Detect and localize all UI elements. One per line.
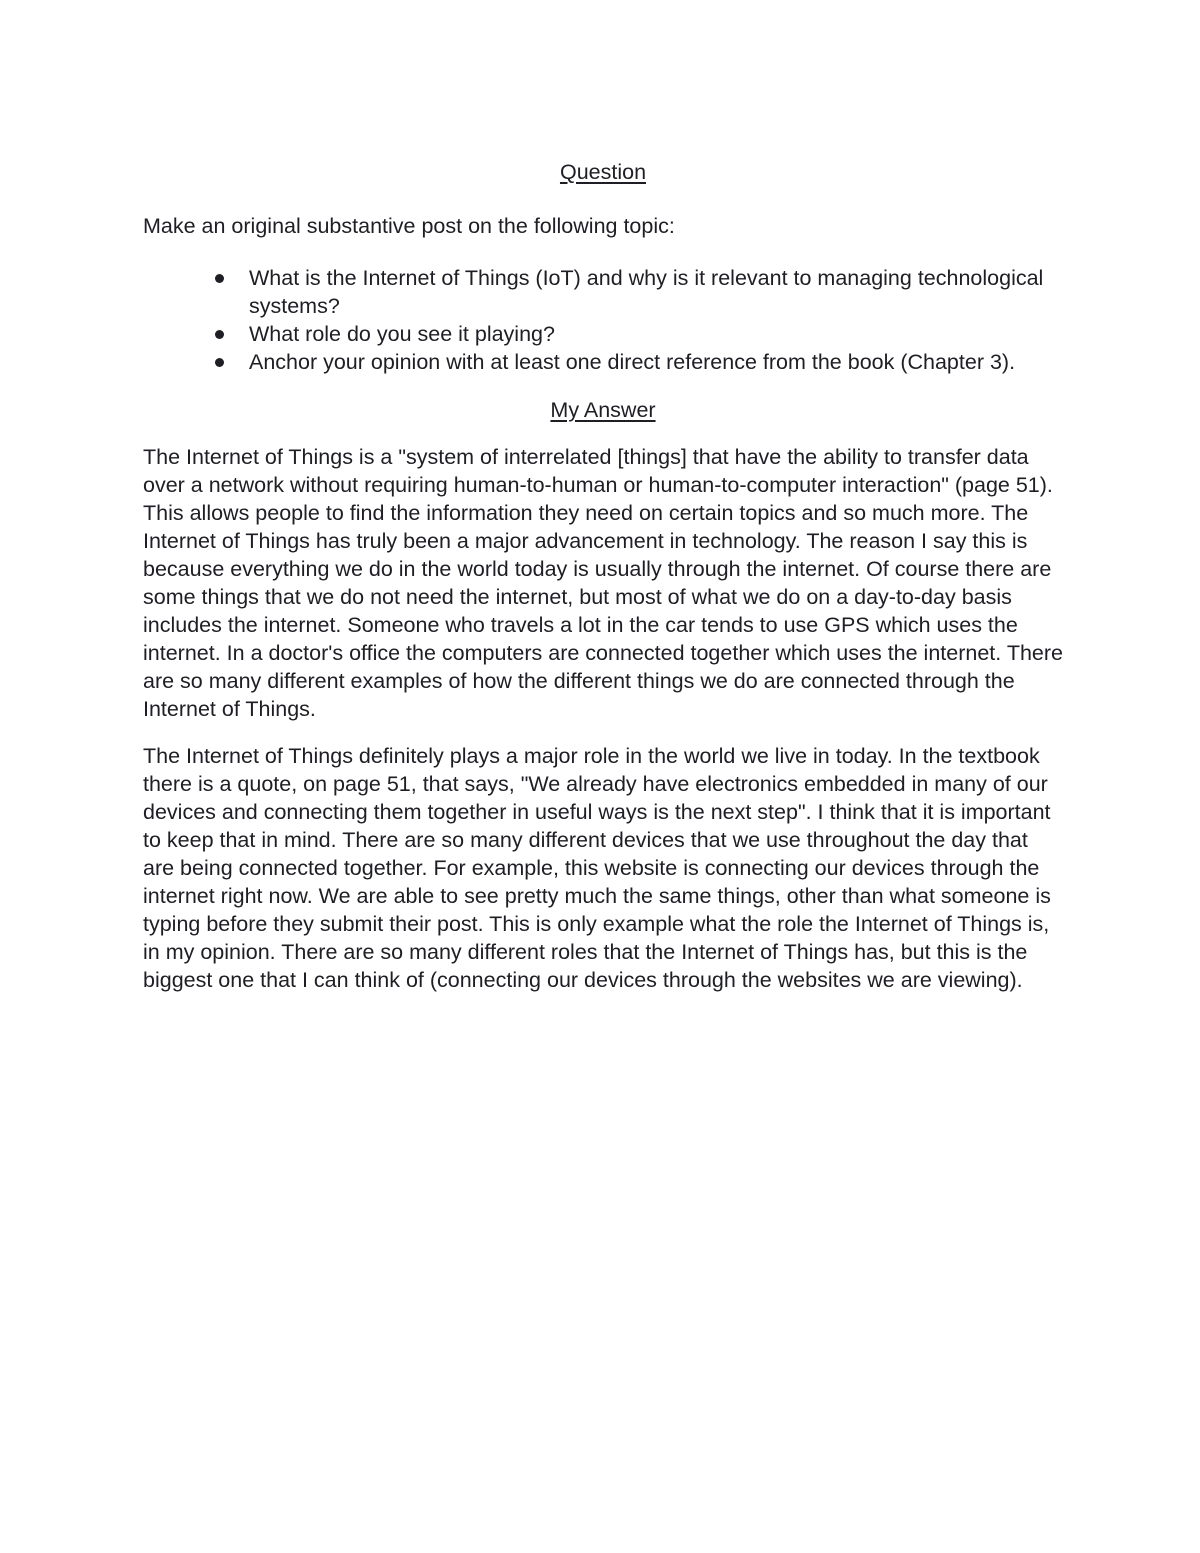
bullet-icon (215, 330, 224, 339)
answer-paragraph: The Internet of Things is a "system of interrelated [things] that have the ability to transfer data over a network without requiring human-to-human or human-to-computer interaction" (page 51). This allows people to find the information they need on certain topics and so much more. The Internet of Things has truly been a major advancement in technology. The reason I say this is because everything we do in the world today is usually through the internet. Of course there are some things that we do not need the internet, but most of what we do on a day-to-day basis includes the internet. Someone who travels a lot in the car tends to use GPS which uses the internet. In a doctor's office the computers are connected together which uses the internet. There are so many different examples of how the different things we do are connected through the Internet of Things. (143, 445, 1063, 721)
question-intro: Make an original substantive post on the following topic: (143, 214, 675, 238)
question-heading: Question (559, 160, 647, 184)
list-item (143, 348, 1063, 376)
list-item (143, 320, 1063, 348)
topic-text: Anchor your opinion with at least one direct reference from the book (Chapter 3). (249, 350, 1016, 374)
document-body (143, 158, 1063, 994)
answer-paragraph: The Internet of Things definitely plays a major role in the world we live in today. In the textbook there is a quote, on page 51, that says, "We already have electronics embedded in many of our devices and connecting them together in useful ways is the next step". I think that it is important to keep that in mind. There are so many different devices that we use throughout the day that are being connected together. For example, this website is connecting our devices through the internet right now. We are able to see pretty much the same things, other than what someone is typing before they submit their post. This is only example what the role the Internet of Things is, in my opinion. There are so many different roles that the Internet of Things has, but this is the biggest one that I can think of (connecting our devices through the websites we are viewing). (143, 744, 1051, 992)
bullet-icon (215, 274, 224, 283)
topic-list (143, 264, 1063, 376)
answer-heading: My Answer (550, 398, 656, 422)
list-item (143, 264, 1063, 320)
topic-text: What is the Internet of Things (IoT) and why is it relevant to managing technological systems? (249, 266, 1044, 318)
topic-text: What role do you see it playing? (249, 322, 555, 346)
bullet-icon (215, 358, 224, 367)
